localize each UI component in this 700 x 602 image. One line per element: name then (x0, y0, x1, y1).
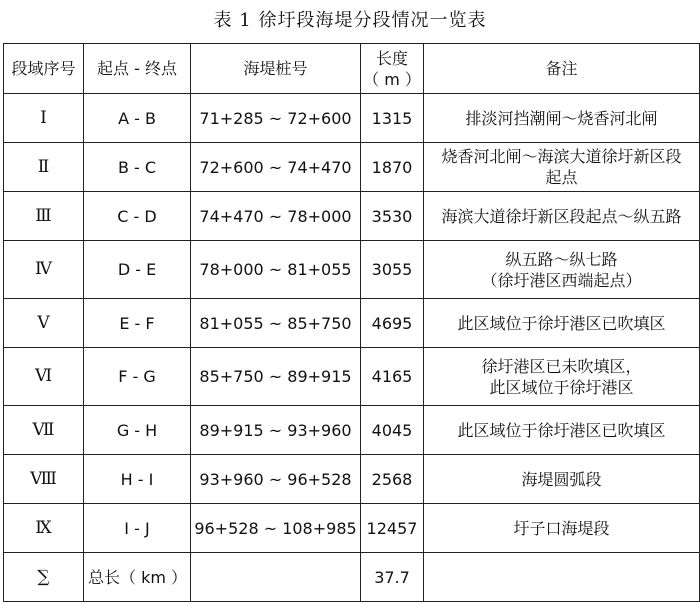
total-label: 总长（ km ） (84, 553, 191, 602)
cell-stake: 71+285 ~ 72+600 (191, 94, 361, 143)
total-symbol: ∑ (4, 553, 84, 602)
cell-stake: 85+750 ~ 89+915 (191, 348, 361, 406)
table-row (4, 348, 700, 406)
cell-range: I - J (84, 504, 191, 553)
table-row (4, 241, 700, 299)
cell-range: E - F (84, 299, 191, 348)
cell-note (424, 241, 700, 299)
cell-stake: 89+915 ~ 93+960 (191, 406, 361, 455)
cell-length: 1870 (361, 143, 424, 192)
cell-note (424, 94, 700, 143)
cell-seq: Ⅶ (4, 406, 84, 455)
cell-note (424, 455, 700, 504)
header-length-unit: （ m ） (363, 69, 421, 89)
cell-range: F - G (84, 348, 191, 406)
cell-note (424, 504, 700, 553)
table-row (4, 455, 700, 504)
cell-length: 4165 (361, 348, 424, 406)
cell-length: 3055 (361, 241, 424, 299)
cell-note-line1: 海堤圆弧段 (521, 469, 602, 489)
cell-stake: 81+055 ~ 85+750 (191, 299, 361, 348)
cell-note-line1: 此区域位于徐圩港区已吹填区 (457, 420, 666, 440)
cell-range: B - C (84, 143, 191, 192)
table-row (4, 192, 700, 241)
cell-note-line1: 烧香河北闸～海滨大道徐圩新区段 (441, 147, 682, 166)
cell-seq: Ⅵ (4, 348, 84, 406)
cell-seq: Ⅴ (4, 299, 84, 348)
total-stake (191, 553, 361, 602)
table-row (4, 504, 700, 553)
cell-note-line1: 海滨大道徐圩新区段起点～纵五路 (441, 206, 682, 226)
cell-note-line1: 圩子口海堤段 (513, 518, 610, 538)
cell-range: D - E (84, 241, 191, 299)
cell-note (424, 348, 700, 406)
table-caption: 表 1 徐圩段海堤分段情况一览表 (213, 10, 487, 31)
cell-stake: 96+528 ~ 108+985 (191, 504, 361, 553)
cell-note (424, 406, 700, 455)
cell-note-line1: 徐圩港区已未吹填区， (481, 356, 642, 376)
cell-length: 12457 (361, 504, 424, 553)
cell-seq: Ⅲ (4, 192, 84, 241)
header-range: 起点 - 终点 (84, 44, 191, 94)
cell-length: 3530 (361, 192, 424, 241)
cell-note-line2: （徐圩港区西端起点） (481, 270, 642, 290)
cell-range: H - I (84, 455, 191, 504)
cell-seq: Ⅱ (4, 143, 84, 192)
cell-note-line1: 此区域位于徐圩港区已吹填区 (457, 313, 666, 333)
cell-note (424, 192, 700, 241)
cell-length: 4045 (361, 406, 424, 455)
header-length (361, 44, 424, 94)
cell-range: C - D (84, 192, 191, 241)
cell-note-line2: 起点 (545, 168, 578, 187)
cell-note-line1: 纵五路～纵七路 (505, 249, 618, 269)
cell-note-line1: 排淡河挡潮闸～烧香河北闸 (465, 108, 658, 128)
header-note: 备注 (424, 44, 700, 94)
cell-seq: Ⅳ (4, 241, 84, 299)
seawall-segment-table (3, 43, 700, 602)
total-length: 37.7 (361, 553, 424, 602)
cell-range: G - H (84, 406, 191, 455)
header-seq: 段域序号 (4, 44, 84, 94)
cell-seq: Ⅷ (4, 455, 84, 504)
table-row (4, 143, 700, 192)
cell-length: 1315 (361, 94, 424, 143)
cell-note (424, 299, 700, 348)
cell-stake: 78+000 ~ 81+055 (191, 241, 361, 299)
cell-seq: Ⅸ (4, 504, 84, 553)
cell-range: A - B (84, 94, 191, 143)
cell-stake: 93+960 ~ 96+528 (191, 455, 361, 504)
total-row (4, 553, 700, 602)
cell-stake: 74+470 ~ 78+000 (191, 192, 361, 241)
cell-length: 4695 (361, 299, 424, 348)
cell-length: 2568 (361, 455, 424, 504)
total-note (424, 553, 700, 602)
cell-note-line2: 此区域位于徐圩港区 (489, 377, 634, 397)
header-length-label: 长度 (375, 48, 408, 68)
cell-note (424, 143, 700, 192)
cell-stake: 72+600 ~ 74+470 (191, 143, 361, 192)
cell-seq: Ⅰ (4, 94, 84, 143)
header-stake: 海堤桩号 (191, 44, 361, 94)
table-row (4, 94, 700, 143)
table-row (4, 299, 700, 348)
header-row (4, 44, 700, 94)
table-row (4, 406, 700, 455)
